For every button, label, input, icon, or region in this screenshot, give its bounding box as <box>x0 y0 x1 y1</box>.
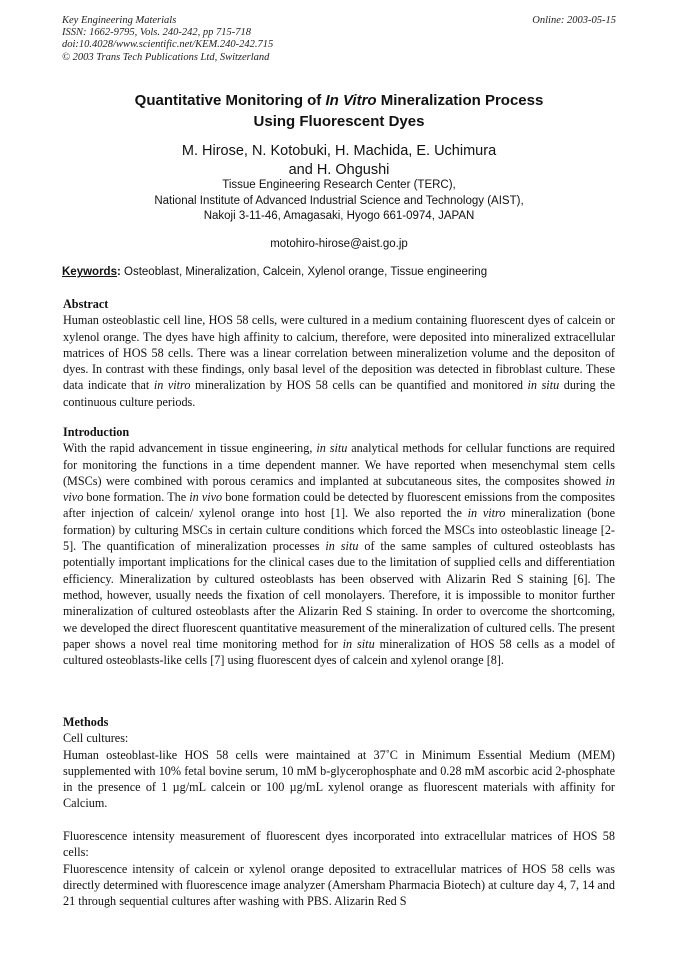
abstract-text: mineralization by HOS 58 cells can be quantified and monitored <box>190 378 528 393</box>
title-text-b: Mineralization Process <box>376 92 544 109</box>
intro-text: of the same samples of cultured osteoblasts has potentially important implications for the clinical cases due to the limitation of supplied cells and differentiation efficiency. Mineralization by cultured osteoblasts has been observed with Alizarin Red S staining [6]. The method, however, usually needs the fixation of cell monolayers. Therefore, it is impossible to monitor further mineralization of cultured osteoblasts after the Alizarin Red S staining. In order to overcome the shortcoming, we developed the direct fluorescent quantitative measurement of the mineralization of cultured cells. The present paper shows a novel real time monitoring method for <box>63 539 615 651</box>
intro-text: analytical methods for cellular functions are required for monitoring the functions in a time dependent manner. We have reported when mesenchymal stem cells (MSCs) were combined with porous ceramics and implanted at subcutaneous sites, the composites showed <box>63 441 616 488</box>
abstract-paragraph <box>63 312 615 410</box>
intro-text: bone formation could be detected by fluorescent emissions from the composites after injection of calcein/ xylenol orange into host [1]. We also reported the <box>63 490 615 521</box>
keywords-colon: : <box>116 266 121 278</box>
intro-text: With the rapid advancement in tissue engineering, <box>63 441 317 456</box>
author-email: motohiro-hirose@aist.go.jp <box>270 238 408 250</box>
abstract-text: Human osteoblastic cell line, HOS 58 cells, were cultured in a medium containing fluorescent dyes of calcein or xylenol orange. The dyes have high affinity to calcium, therefore, were deposited into mineralized extracellular matrices of HOS 58 cells. There was a linear correlation between mineralizetion volume and the depositon of dyes. In contrast with these findings, only basal level of the deposition was detected in fibroblast culture. These data indicate that <box>63 313 615 393</box>
abstract-italic: in vitro <box>153 378 191 393</box>
keywords-text: Osteoblast, Mineralization, Calcein, Xylenol orange, Tissue engineering <box>120 266 488 278</box>
author-list <box>62 142 616 180</box>
intro-text: mineralization (bone formation) by culturing MSCs in certain culture conditions which forced the MSCs into osteoblastic lineage [2-5]. The quantification of mineralization processes <box>63 506 615 554</box>
methods-paragraph-1: Human osteoblast-like HOS 58 cells were maintained at 37˚C in Minimum Essential Medium (MEM) supplemented with 10% fetal bovine serum, 10 mM b-glycerophosphate and 0.28 mM ascorbic acid 2-phosphate in the presence of 1 µg/mL calcein or 100 µg/mL xylenol orange as fluorescent materials with affinity for Calcium. <box>63 747 615 811</box>
intro-text: bone formation. The <box>83 490 190 505</box>
keywords <box>62 265 616 280</box>
authors-line-2: and H. Ohgushi <box>288 162 390 178</box>
introduction-paragraph <box>63 440 615 668</box>
methods-heading: Methods <box>63 715 109 729</box>
authors-line-1: M. Hirose, N. Kotobuki, H. Machida, E. Uchimura <box>181 143 497 159</box>
intro-italic: in vivo <box>63 473 615 505</box>
intro-italic: in situ <box>342 636 375 651</box>
abstract-section <box>63 296 615 410</box>
title-line-2: Using Fluorescent Dyes <box>253 113 425 130</box>
intro-text: mineralization of HOS 58 cells as a model of cultured osteoblasts-like cells [7] using fluorescent dyes of calcein and xylenol orange [8]. <box>63 636 616 668</box>
journal-header <box>62 15 616 64</box>
doi-line: doi:10.4028/www.scientific.net/KEM.240-242.715 <box>62 39 274 51</box>
affiliation <box>62 178 616 225</box>
paper-title <box>62 90 616 132</box>
methods-subheading-cell-cultures: Cell cultures: <box>63 731 129 746</box>
affiliation-line-1: Tissue Engineering Research Center (TERC), <box>222 179 456 191</box>
title-line-1 <box>62 90 616 111</box>
intro-italic: in vitro <box>467 506 506 521</box>
affiliation-line-3: Nakoji 3-11-46, Amagasaki, Hyogo 661-0974, JAPAN <box>203 210 475 222</box>
intro-italic: in situ <box>316 441 348 456</box>
title-text-a: Quantitative Monitoring of <box>134 92 326 109</box>
abstract-italic: in situ <box>527 378 560 393</box>
methods-section <box>63 714 615 910</box>
introduction-section <box>63 424 615 668</box>
online-date: Online: 2003-05-15 <box>532 15 616 26</box>
intro-italic: in vivo <box>189 490 223 505</box>
abstract-heading: Abstract <box>63 297 109 311</box>
keywords-label: Keywords <box>62 266 117 278</box>
issn-line: ISSN: 1662-9795, Vols. 240-242, pp 715-718 <box>62 27 251 39</box>
introduction-heading: Introduction <box>63 425 130 439</box>
title-italic: In Vitro <box>325 92 377 109</box>
methods-subheading-fluorescence: Fluorescence intensity measurement of fluorescent dyes incorporated into extracellular matrices of HOS 58 cells: <box>63 829 615 860</box>
journal-name: Key Engineering Materials <box>62 15 177 26</box>
abstract-text: during the continuous culture periods. <box>63 378 616 409</box>
paragraph-gap <box>63 812 615 828</box>
intro-italic: in situ <box>325 539 359 554</box>
copyright-line: © 2003 Trans Tech Publications Ltd, Switzerland <box>62 51 270 63</box>
affiliation-line-2: National Institute of Advanced Industrial Science and Technology (AIST), <box>154 194 524 207</box>
methods-paragraph-2: Fluorescence intensity of calcein or xylenol orange deposited to extracellular matrices of HOS 58 cells was directly determined with fluorescence image analyzer (Amersham Pharmacia Biotech) at culture day 4, 7, 14 and 21 through sequential cultures after washing with PBS. Alizarin Red S <box>63 861 615 909</box>
